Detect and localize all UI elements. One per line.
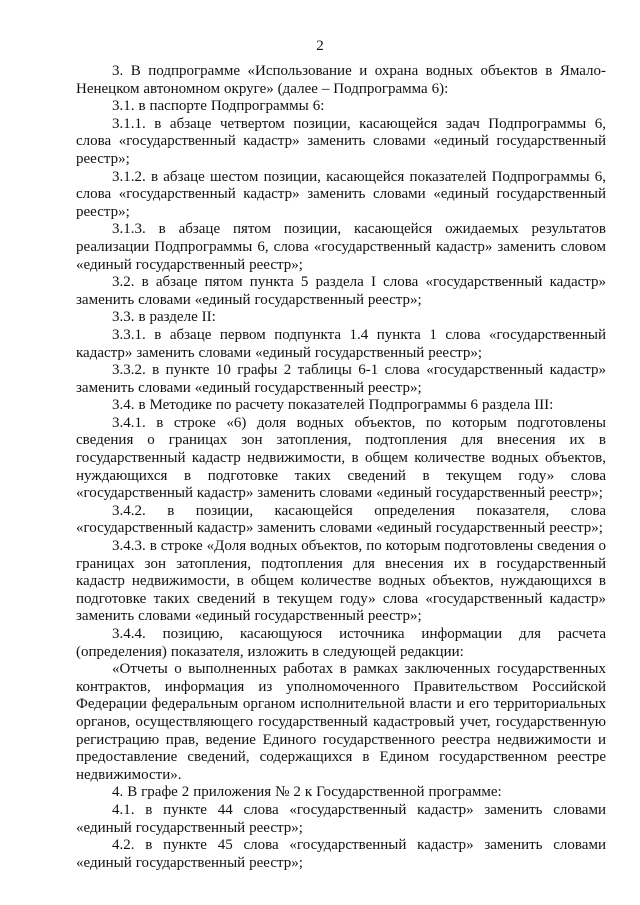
paragraph-3-1-3: 3.1.3. в абзаце пятом позиции, касающейся ожидаемых результатов реализации Подпрограммы 6, слова «государственный кадастр» заменить словом «единый государственный реестр»;: [76, 221, 606, 273]
paragraph-3-3-1: 3.3.1. в абзаце первом подпункта 1.4 пункта 1 слова «государственный кадастр» заменить словами «единый государственный реестр»;: [76, 326, 606, 361]
paragraph-3-4-4: 3.4.4. позицию, касающуюся источника информации для расчета (определения) показателя, изложить в следующей редакции:: [76, 626, 606, 660]
paragraph-3-1-2: 3.1.2. в абзаце шестом позиции, касающейся показателей Подпрограммы 6, слова «государственный кадастр» заменить словами «единый государственный реестр»;: [76, 168, 606, 220]
paragraph-4: 4. В графе 2 приложения № 2 к Государственной программе:: [112, 784, 502, 801]
paragraph-3-1: 3.1. в паспорте Подпрограммы 6:: [112, 98, 325, 115]
paragraph-4-2: 4.2. в пункте 45 слова «государственный кадастр» заменить словами «единый государственный реестр»;: [76, 837, 606, 871]
paragraph-quoted-text: «Отчеты о выполненных работах в рамках заключенных государственных контрактов, информация из уполномоченного Правительством Российской Федерации федеральным органом исполнительной власти и его территориальных органов, осуществляющего государственный кадастровый учет, государственную регистрацию прав, ведение Единого государственного реестра недвижимости и предоставление сведений, содержащихся в Едином государственном реестре недвижимости».: [76, 661, 606, 783]
paragraph-3-4: 3.4. в Методике по расчету показателей Подпрограммы 6 раздела III:: [112, 397, 554, 414]
paragraph-3-4-1: 3.4.1. в строке «6) доля водных объектов, по которым подготовлены сведения о границах зон затопления, подтопления для внесения их в государственный кадастр недвижимости, в общем количестве водных объектов, нуждающихся в подготовке таких сведений в текущем году» слова «государственный кадастр» заменить словами «единый государственный реестр»;: [76, 414, 606, 502]
paragraph-3-3-2: 3.3.2. в пункте 10 графы 2 таблицы 6-1 слова «государственный кадастр» заменить словами «единый государственный реестр»;: [76, 362, 606, 396]
paragraph-3-3: 3.3. в разделе II:: [112, 309, 216, 326]
page-number: 2: [316, 38, 324, 54]
paragraph-3-2: 3.2. в абзаце пятом пункта 5 раздела I слова «государственный кадастр» заменить словами «единый государственный реестр»;: [76, 274, 606, 308]
paragraph-3: 3. В подпрограмме «Использование и охрана водных объектов в Ямало-Ненецком автономном округе» (далее – Подпрограмма 6):: [76, 63, 606, 97]
paragraph-3-1-1: 3.1.1. в абзаце четвертом позиции, касающейся задач Подпрограммы 6, слова «государственный кадастр» заменить словами «единый государственный реестр»;: [76, 115, 606, 167]
document-body: [76, 63, 606, 872]
paragraph-3-4-2: 3.4.2. в позиции, касающейся определения показателя, слова «государственный кадастр» заменить словами «единый государственный реестр»;: [76, 502, 606, 537]
paragraph-4-1: 4.1. в пункте 44 слова «государственный кадастр» заменить словами «единый государственный реестр»;: [76, 801, 606, 836]
paragraph-3-4-3: 3.4.3. в строке «Доля водных объектов, по которым подготовлены сведения о границах зон затопления, подтопления для внесения их в государственный кадастр недвижимости, в общем количестве водных объектов, нуждающихся в подготовке таких сведений в текущем году» слова «государственный кадастр» заменить словами «единый государственный реестр»;: [76, 538, 606, 625]
